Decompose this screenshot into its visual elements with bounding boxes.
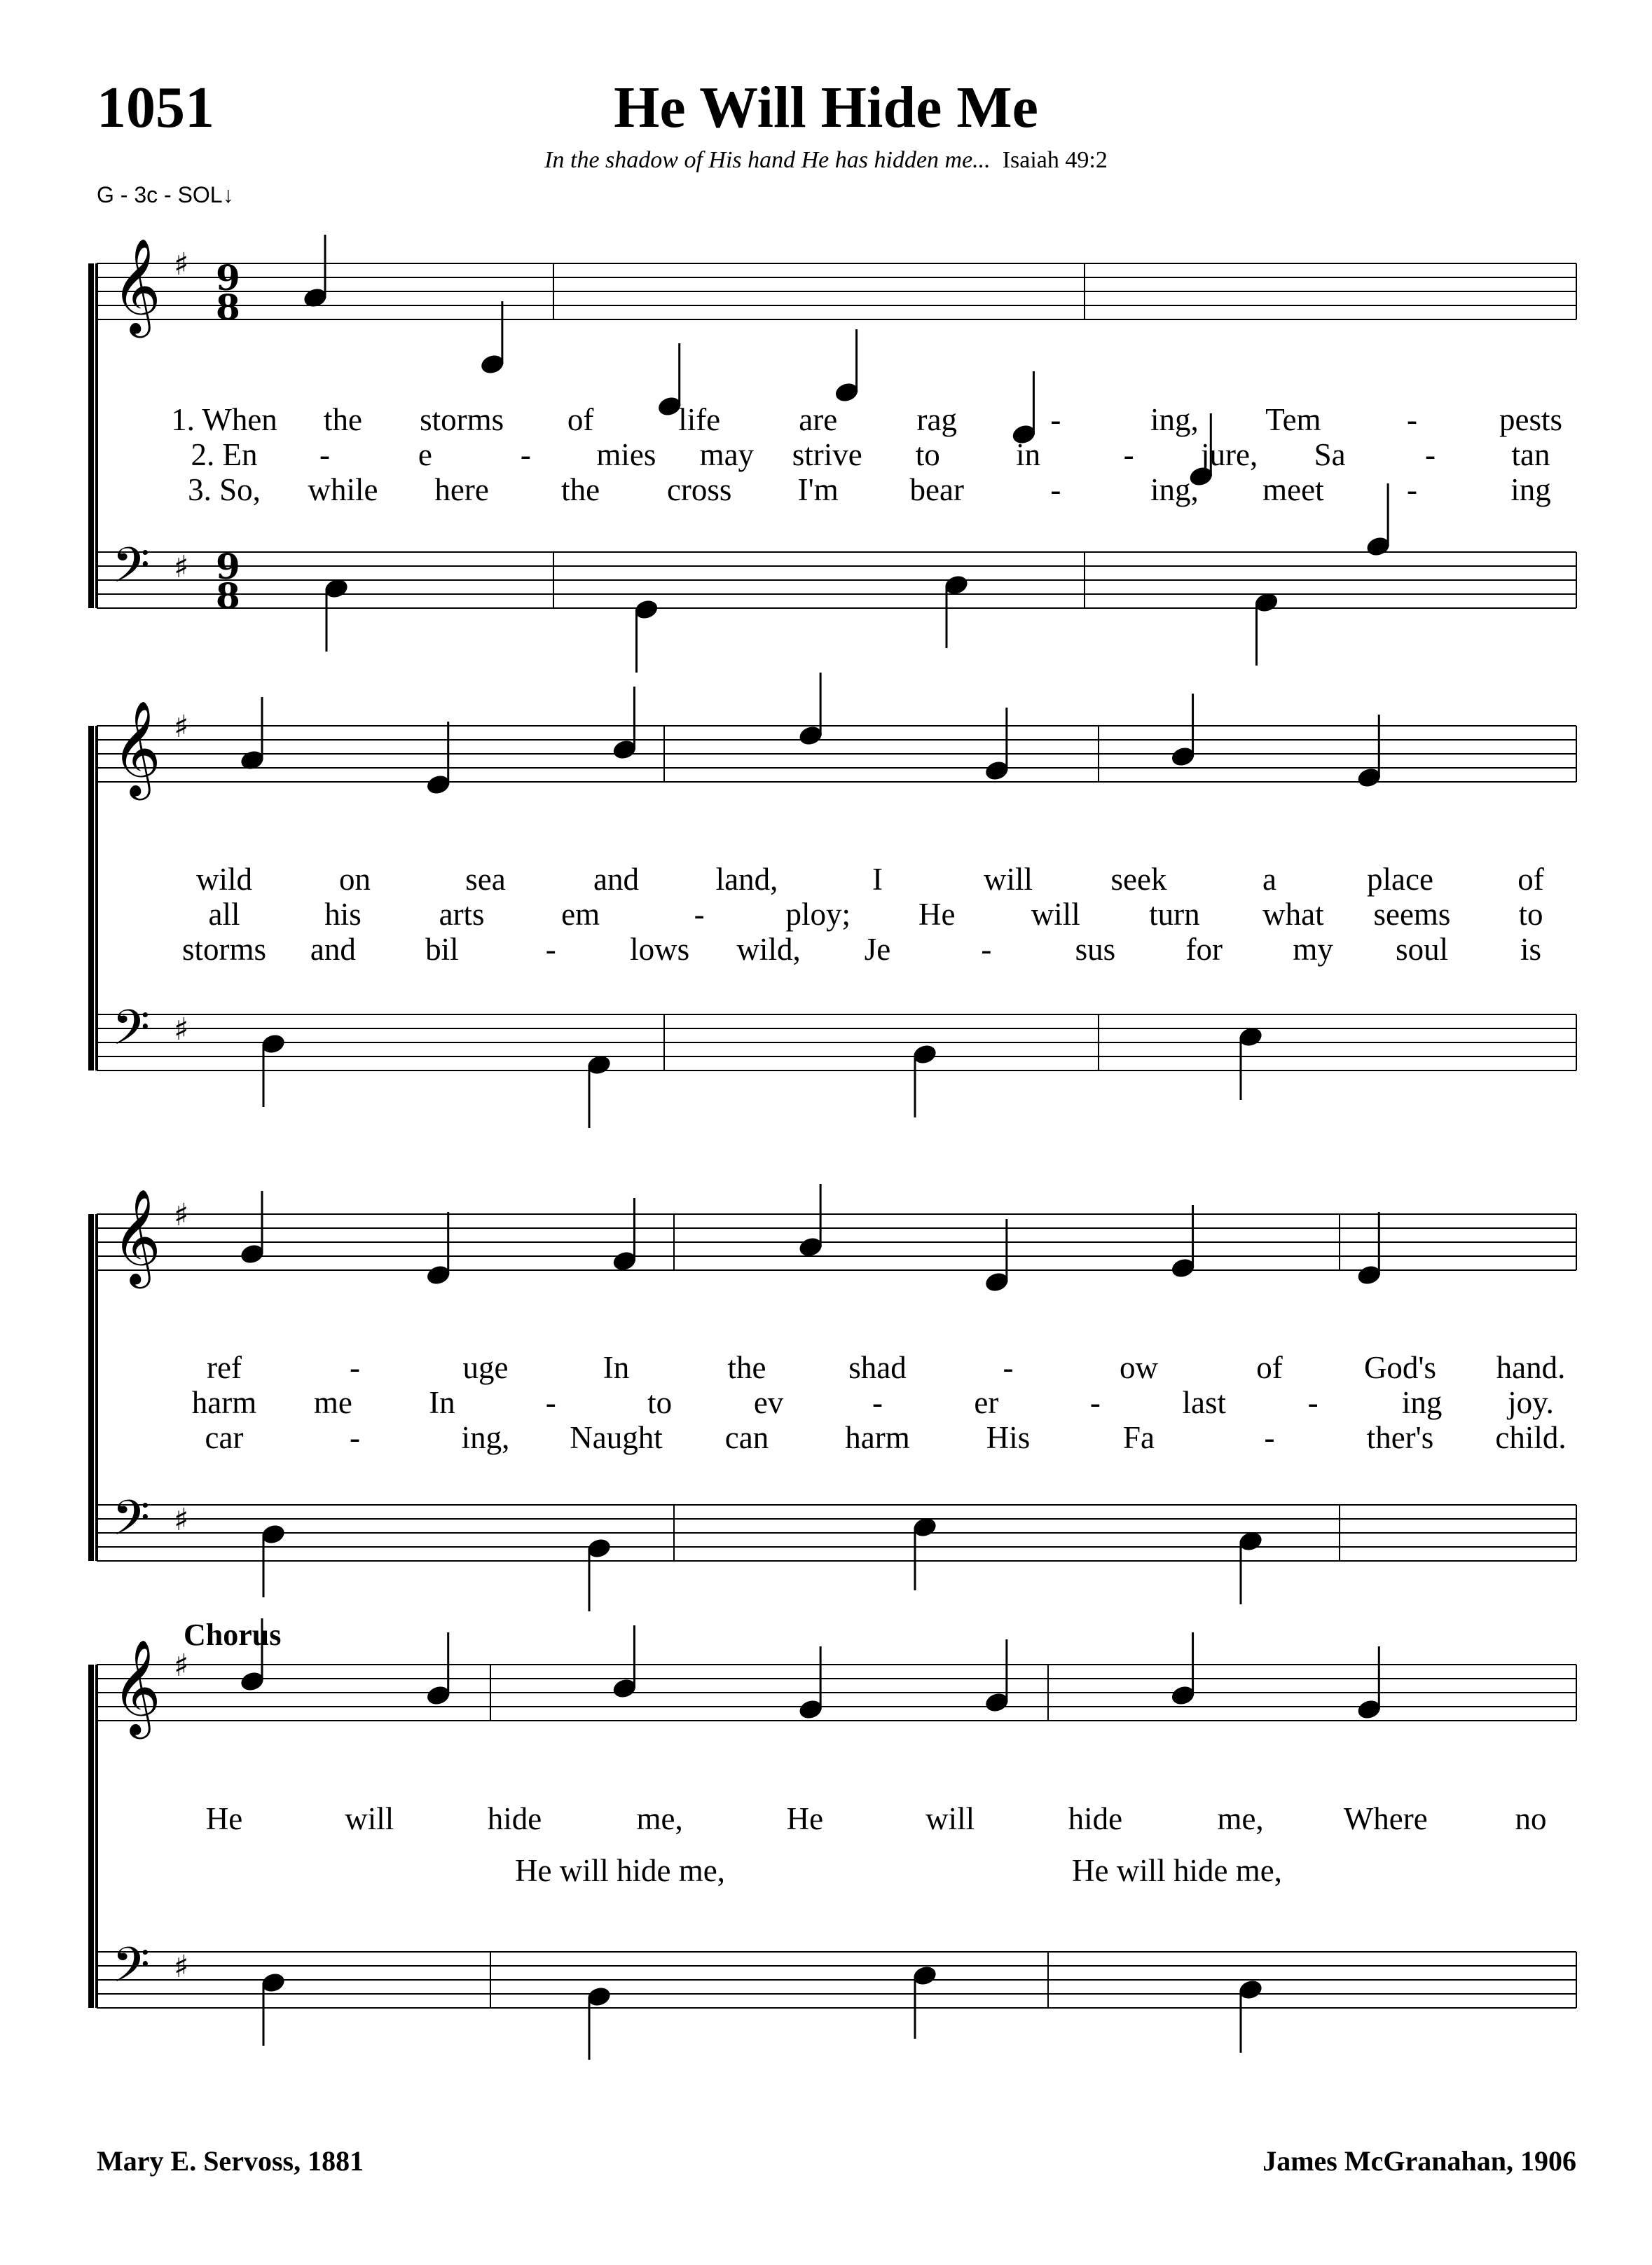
sharp-key-signature-icon: ♯ (174, 1197, 189, 1233)
lyric-syllable: is (1520, 932, 1542, 967)
lyric-syllable: are (799, 402, 838, 437)
treble-clef-icon: 𝄞 (112, 1638, 161, 1735)
lyric-syllable: ing, (1150, 472, 1199, 507)
lyric-syllable: jure, (1201, 437, 1258, 472)
system-bracket (88, 1665, 94, 2008)
lyric-syllable: Fa (1123, 1420, 1155, 1455)
lyric-syllable: the (324, 402, 363, 437)
lyric-syllable: 3. So, (188, 472, 261, 507)
lyric-syllable: no (1515, 1801, 1547, 1836)
lyric-syllable: - (545, 1385, 556, 1420)
lyric-syllable: - (520, 437, 531, 472)
lyric-syllable: em (561, 897, 600, 932)
system-2 (88, 673, 1576, 1128)
key-info: G - 3c - SOL↓ (97, 182, 234, 207)
lyric-syllable: In (603, 1350, 630, 1385)
lyric-syllable: cross (666, 472, 732, 507)
lyric-syllable: me, (1217, 1801, 1264, 1836)
bass-clef-icon: 𝄢 (112, 537, 151, 605)
lyric-syllable: all (208, 897, 240, 932)
treble-staff (97, 1638, 1576, 1739)
hymn-title: He Will Hide Me (614, 75, 1038, 140)
lyric-syllable: sea (465, 862, 506, 897)
lyric-syllable: lows (630, 932, 690, 967)
lyric-syllable: seek (1110, 862, 1167, 897)
lyric-syllable: uge (462, 1350, 509, 1385)
bass-clef-icon: 𝄢 (112, 1936, 151, 2005)
lyric-syllable: He (205, 1801, 243, 1836)
lyric-syllable: what (1262, 897, 1324, 932)
lyric-syllable: arts (439, 897, 485, 932)
lyric-syllable: my (1293, 932, 1333, 967)
lyric-syllable: - (981, 932, 992, 967)
lyric-syllable: Naught (570, 1420, 663, 1455)
lyric-syllable: I'm (797, 472, 839, 507)
bass-staff (97, 999, 1576, 1070)
lyric-syllable: ref (207, 1350, 242, 1385)
lyric-syllable: his (324, 897, 362, 932)
lyric-syllable: storms (181, 932, 267, 967)
lyric-syllable: Sa (1314, 437, 1346, 472)
lyric-syllable: sus (1075, 932, 1116, 967)
system-bracket (88, 1214, 94, 1561)
lyric-syllable: - (1050, 402, 1061, 437)
lyric-syllable: ploy; (785, 897, 851, 932)
lyric-syllable: to (647, 1385, 673, 1420)
lyric-syllable: hand. (1496, 1350, 1566, 1385)
lyric-syllable: turn (1149, 897, 1200, 932)
lyric-syllable: last (1182, 1385, 1226, 1420)
lyric-syllable: - (1050, 472, 1061, 507)
system-bracket (88, 726, 94, 1070)
lyric-syllable: a (1262, 862, 1276, 897)
lyric-syllable: I (872, 862, 883, 897)
bass-clef-icon: 𝄢 (112, 1489, 151, 1558)
lyric-syllable: bil (425, 932, 459, 967)
lyric-syllable: and (310, 932, 356, 967)
lyric-syllable: child. (1495, 1420, 1567, 1455)
system-4 (88, 1618, 1576, 2060)
lyric-syllable: ev (753, 1385, 784, 1420)
treble-clef-icon: 𝄞 (112, 237, 161, 333)
lyric-syllable: ing (1510, 472, 1551, 507)
lyric-syllable: ow (1120, 1350, 1158, 1385)
lyric-syllable: 2. En (191, 437, 258, 472)
lyric-syllable: ing (1401, 1385, 1443, 1420)
lyric-syllable: in (1016, 437, 1041, 472)
lyric-syllable: - (1406, 472, 1417, 507)
lyric-syllable: rag (916, 402, 958, 437)
hymn-number: 1051 (97, 75, 214, 140)
lyric-syllable: - (350, 1350, 360, 1385)
lyric-syllable: 1. When (171, 402, 277, 437)
lyric-syllable: He will hide me, (1072, 1853, 1282, 1888)
lyric-syllable: His (986, 1420, 1031, 1455)
lyric-syllable: of (1517, 862, 1544, 897)
lyric-syllable: - (1089, 1385, 1101, 1420)
lyric-syllable: Tem (1265, 402, 1321, 437)
lyric-syllable: wild, (736, 932, 801, 967)
treble-clef-icon: 𝄞 (112, 699, 161, 796)
lyric-syllable: - (872, 1385, 883, 1420)
system-1 (88, 235, 1576, 673)
lyric-syllable: er (974, 1385, 999, 1420)
lyric-syllable: shad (848, 1350, 907, 1385)
lyric-syllable: hide (1068, 1801, 1123, 1836)
lyric-syllable: while (308, 472, 378, 507)
lyric-syllable: Where (1343, 1801, 1428, 1836)
lyric-syllable: seems (1373, 897, 1451, 932)
lyric-syllable: - (1406, 402, 1417, 437)
lyric-syllable: - (350, 1420, 360, 1455)
lyric-syllable: storms (420, 402, 504, 437)
sharp-key-signature-icon: ♯ (174, 247, 189, 282)
music-credit: James McGranahan, 1906 (1262, 2145, 1576, 2177)
lyric-syllable: mies (596, 437, 656, 472)
lyric-syllable: will (1031, 897, 1080, 932)
lyric-syllable: life (678, 402, 721, 437)
lyric-syllable: on (339, 862, 371, 897)
lyric-syllable: can (724, 1420, 769, 1455)
lyric-syllable: car (205, 1420, 244, 1455)
lyric-syllable: meet (1262, 472, 1324, 507)
lyric-syllable: of (1256, 1350, 1283, 1385)
treble-staff (97, 699, 1576, 800)
lyric-syllable: - (545, 932, 556, 967)
epigraph-quote: In the shadow of His hand He has hidden me... (544, 147, 991, 173)
lyric-syllable: ther's (1366, 1420, 1434, 1455)
system-bracket (88, 263, 94, 608)
lyric-syllable: bear (909, 472, 964, 507)
lyric-syllable: pests (1499, 402, 1562, 437)
time-signature-top: 9 (216, 257, 240, 298)
sharp-key-signature-icon: ♯ (174, 1949, 189, 1985)
lyric-syllable: ing, (1150, 402, 1199, 437)
lyric-syllable: of (567, 402, 594, 437)
chorus-label: Chorus (184, 1618, 282, 1652)
lyric-syllable: me, (636, 1801, 683, 1836)
lyric-syllable: Je (864, 932, 891, 967)
lyric-syllable: and (593, 862, 639, 897)
lyric-syllable: - (1264, 1420, 1275, 1455)
lyric-syllable: He (918, 897, 956, 932)
sharp-key-signature-icon: ♯ (174, 1502, 189, 1538)
bass-clef-icon: 𝄢 (112, 999, 151, 1068)
sharp-key-signature-icon: ♯ (174, 709, 189, 745)
words-credit: Mary E. Servoss, 1881 (97, 2145, 364, 2177)
lyric-syllable: place (1367, 862, 1433, 897)
lyric-syllable: wild (195, 862, 253, 897)
lyric-syllable: - (319, 437, 330, 472)
lyric-syllable: strive (792, 437, 862, 472)
treble-clef-icon: 𝄞 (112, 1187, 161, 1284)
lyric-syllable: He (786, 1801, 824, 1836)
time-signature-bottom: 8 (216, 287, 240, 328)
lyric-syllable: - (1123, 437, 1134, 472)
bass-staff (97, 1936, 1576, 2008)
lyric-syllable: here (434, 472, 489, 507)
lyric-syllable: harm (845, 1420, 910, 1455)
lyric-syllable: will (345, 1801, 394, 1836)
lyric-syllable: will (925, 1801, 975, 1836)
sharp-key-signature-icon: ♯ (174, 549, 189, 585)
lyric-syllable: tan (1511, 437, 1550, 472)
lyric-syllable: He will hide me, (515, 1853, 725, 1888)
lyric-syllable: ing, (461, 1420, 510, 1455)
bass-staff (97, 1489, 1576, 1561)
lyric-syllable: the (561, 472, 600, 507)
lyric-syllable: e (418, 437, 432, 472)
treble-staff (97, 1187, 1576, 1288)
sharp-key-signature-icon: ♯ (174, 1012, 189, 1047)
lyric-syllable: may (699, 437, 755, 472)
lyric-syllable: - (1425, 437, 1436, 472)
lyric-syllable: hide (487, 1801, 542, 1836)
lyric-syllable: - (1003, 1350, 1014, 1385)
lyric-syllable: land, (715, 862, 778, 897)
lyric-syllable: harm (191, 1385, 257, 1420)
lyric-syllable: - (694, 897, 705, 932)
lyric-syllable: for (1185, 932, 1223, 967)
lyric-syllable: soul (1396, 932, 1449, 967)
lyric-syllable: the (727, 1350, 766, 1385)
time-signature-bottom: 8 (216, 575, 240, 617)
lyric-syllable: to (1518, 897, 1543, 932)
lyric-syllable: joy. (1508, 1385, 1554, 1420)
lyric-syllable: will (983, 862, 1033, 897)
bass-staff (97, 537, 1576, 617)
lyric-syllable: God's (1363, 1350, 1437, 1385)
system-3 (88, 1184, 1576, 1611)
scripture-reference: Isaiah 49:2 (1002, 147, 1108, 173)
sharp-key-signature-icon: ♯ (174, 1648, 189, 1684)
lyric-syllable: me (313, 1385, 352, 1420)
time-signature-top: 9 (216, 546, 240, 587)
lyric-syllable: - (1307, 1385, 1319, 1420)
lyric-syllable: to (915, 437, 940, 472)
lyric-syllable: In (429, 1385, 455, 1420)
treble-staff (97, 237, 1576, 338)
